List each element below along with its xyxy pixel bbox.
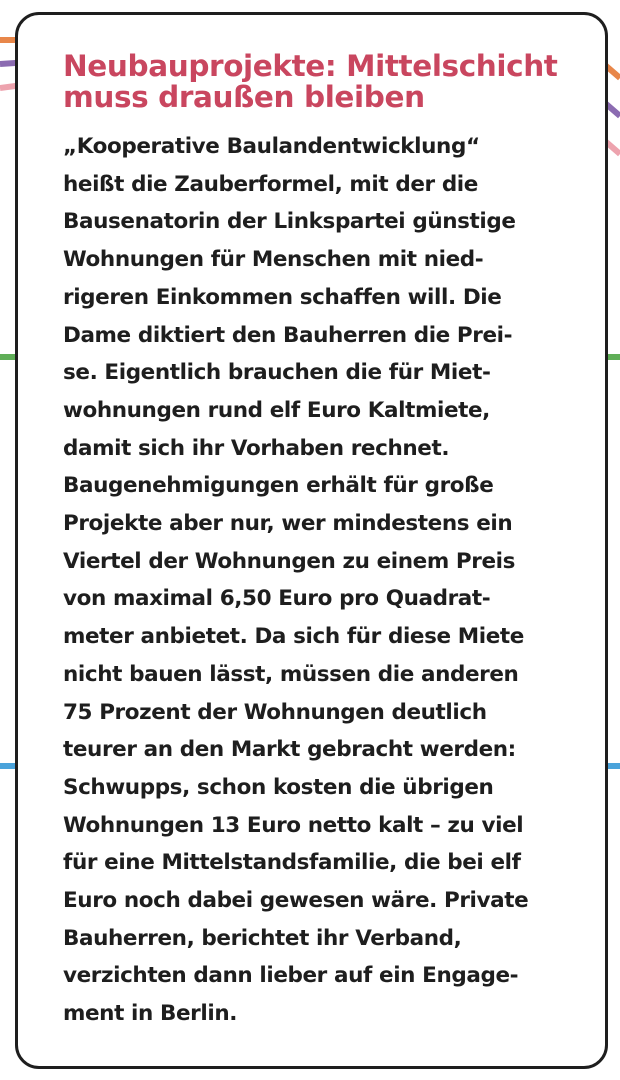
body-line: Bausenatorin der Linkspartei günstige bbox=[63, 209, 516, 235]
body-line: Wohnungen 13 Euro netto kalt – zu viel bbox=[63, 812, 524, 838]
body-line: verzichten dann lieber auf ein Engage- bbox=[63, 963, 519, 989]
body-line: „Kooperative Baulandentwicklung“ bbox=[63, 134, 480, 159]
body-line: Baugenehmigungen erhält für große bbox=[63, 473, 494, 499]
body-line: Dame diktiert den Bauherren die Prei- bbox=[63, 322, 513, 348]
body-line: se. Eigentlich brauchen die für Miet- bbox=[63, 360, 491, 386]
body-line: 75 Prozent der Wohnungen deutlich bbox=[63, 699, 487, 725]
body-line: für eine Mittelstandsfamilie, die bei elf bbox=[63, 850, 521, 876]
body-line: heißt die Zauberformel, mit der die bbox=[63, 171, 478, 197]
body-line: teurer an den Markt gebracht werden: bbox=[63, 737, 516, 763]
body-line: nicht bauen lässt, müssen die anderen bbox=[63, 661, 519, 687]
body-line: von maximal 6,50 Euro pro Quadrat- bbox=[63, 586, 491, 612]
body-line: Euro noch dabei gewesen wäre. Private bbox=[63, 888, 529, 914]
article-headline: Neubauprojekte: Mittelschicht muss draußen bleiben bbox=[63, 49, 558, 114]
body-line: Bauherren, berichtet ihr Verband, bbox=[63, 925, 462, 951]
body-line: Wohnungen für Menschen mit nied- bbox=[63, 247, 484, 273]
body-line: ment in Berlin. bbox=[63, 1001, 237, 1027]
body-line: Projekte aber nur, wer mindestens ein bbox=[63, 511, 513, 537]
body-line: meter anbietet. Da sich für diese Miete bbox=[63, 624, 524, 650]
body-line: damit sich ihr Vorhaben rechnet. bbox=[63, 435, 450, 461]
body-line: Schwupps, schon kosten die übrigen bbox=[63, 774, 494, 800]
body-line: rigeren Einkommen schaffen will. Die bbox=[63, 284, 502, 310]
body-line: wohnungen rund elf Euro Kaltmiete, bbox=[63, 397, 490, 423]
article-body bbox=[63, 128, 585, 1033]
body-line: Viertel der Wohnungen zu einem Preis bbox=[63, 548, 516, 574]
article-box bbox=[15, 12, 608, 1069]
